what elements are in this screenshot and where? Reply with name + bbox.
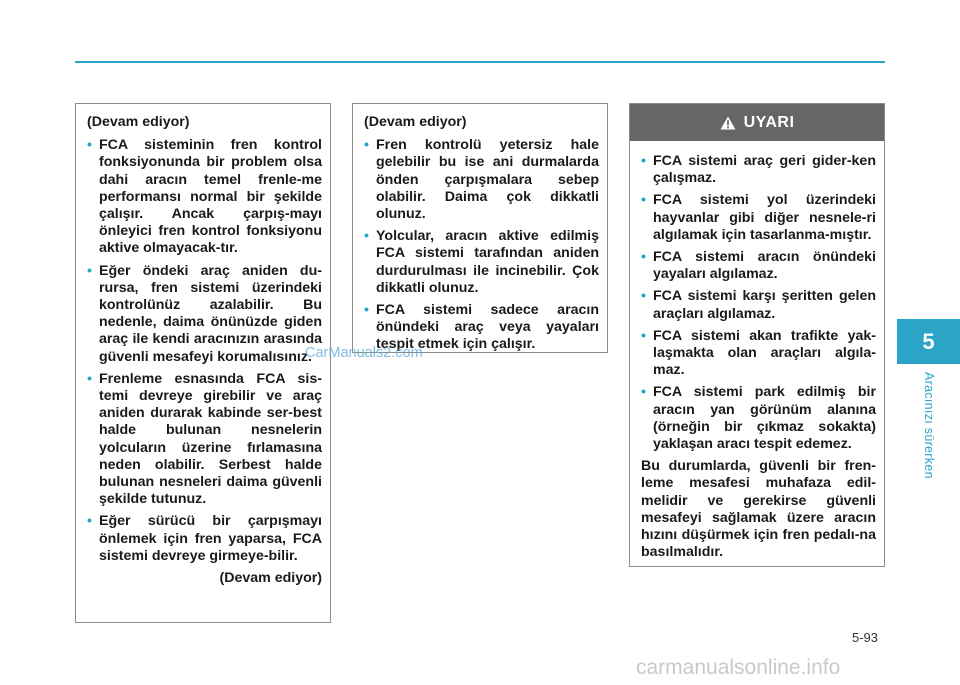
bullet: •: [87, 513, 92, 530]
warning-title: UYARI: [743, 113, 795, 131]
bullet: •: [641, 153, 646, 169]
list-item: • FCA sistemi akan trafikte yak-laşmakta olan araçları algıla-maz.: [641, 327, 876, 379]
list-item: • FCA sistemi aracın önündeki yayaları algılamaz.: [641, 249, 876, 283]
bullet: •: [87, 137, 92, 154]
caution-continued-box-2: [352, 103, 608, 353]
bullet: •: [641, 384, 646, 401]
chapter-title: Aracınızı sürerken: [922, 372, 936, 479]
warning-triangle-icon: [720, 116, 736, 130]
continued-label-top: (Devam ediyor): [87, 114, 190, 130]
list-item: • Eğer sürücü bir çarpışmayı önlemek için fren yaparsa, FCA sistemi devreye girmeye-bilir.: [87, 513, 322, 564]
bullet: •: [641, 288, 646, 305]
bullet: •: [641, 249, 646, 266]
list-item: • Fren kontrolü yetersiz hale gelebilir bu ise ani durmalarda önden çarpışmalara sebep olabilir. Daima çok dikkatli olunuz.: [364, 137, 599, 223]
page-number: 5-93: [852, 630, 879, 645]
list-item: • FCA sistemi park edilmiş bir aracın yan görünüm alanına (örneğin bir çıkmaz sokakta) yaklaşan aracı tespit edemez.: [641, 384, 876, 453]
warning-box: [629, 103, 885, 567]
list-item: • Yolcular, aracın aktive edilmiş FCA sistemi tarafından aniden durdurulması ile incinebilir. Çok dikkatli olunuz.: [364, 228, 599, 296]
list-item: • Eğer öndeki araç aniden du-rursa, fren sistemi üzerindeki kontrolünüz azalabilir. Bu nedenle, daima önünüzde giden araç ile kendi aracınızın arasında güvenli mesafeyi korumalısınız.: [87, 262, 322, 365]
list-item: • FCA sisteminin fren kontrol fonksiyonunda bir problem olsa dahi aracın temel frenle-me performansı normal bir şekilde çalışır. Ancak çarpış-mayı önleyici fren kontrol fonksiyonu aktive olmayacak-tır.: [87, 137, 322, 257]
bullet: •: [87, 262, 92, 279]
col1-list: [87, 137, 322, 565]
list-item: • Frenleme esnasında FCA sis-temi devreye girebilir ve araç aniden durarak kabinde ser-best halde bulunan nesnelerin yolcuların üzerine fırlamasına neden olabilir. Serbest halde bulunan nesneleri daima güvenli şekilde tutunuz.: [87, 370, 322, 508]
bullet: •: [364, 228, 369, 245]
chapter-tab: 5: [897, 319, 960, 364]
bullet: •: [87, 370, 92, 387]
bullet: •: [641, 327, 646, 344]
footer-watermark: carmanualsonline.info: [636, 656, 841, 679]
warning-body: [630, 141, 884, 561]
top-rule: [75, 61, 885, 63]
warning-list: [641, 153, 876, 453]
bullet: •: [641, 192, 646, 209]
col2-list: [364, 137, 599, 353]
list-item: • FCA sistemi karşı şeritten gelen araçları algılamaz.: [641, 288, 876, 322]
bullet: •: [364, 137, 369, 154]
warning-header: [630, 104, 884, 141]
bullet: •: [364, 302, 369, 319]
warning-paragraph: Bu durumlarda, güvenli bir fren-leme mesafesi muhafaza edil-melidir ve gerekirse güvenli mesafeyi sağlamak üzere aracın hızını düşürmek için fren pedalı-na basılmalıdır.: [641, 458, 876, 561]
list-item: • FCA sistemi sadece aracın önündeki araç veya yayaları tespit etmek için çalışır.: [364, 302, 599, 353]
list-item: • FCA sistemi yol üzerindeki hayvanlar gibi diğer nesnele-ri algılamak için tasarlanma-mıştır.: [641, 192, 876, 243]
caution-continued-box-1: [75, 103, 331, 623]
list-item: • FCA sistemi araç geri gider-ken çalışmaz.: [641, 153, 876, 187]
watermark: CarManuals2.com: [305, 345, 423, 361]
continued-label-bottom: (Devam ediyor): [219, 570, 322, 587]
continued-label-top: (Devam ediyor): [364, 114, 467, 130]
